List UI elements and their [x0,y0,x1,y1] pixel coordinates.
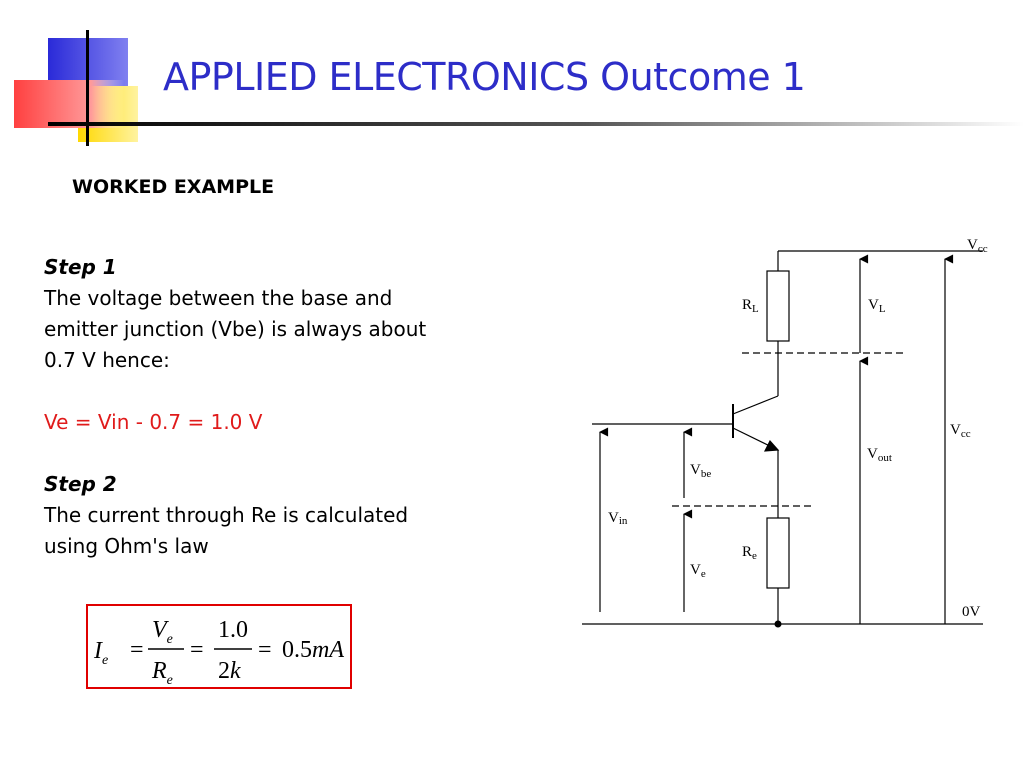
label-vcc-top: $V_{cc}$ [967,237,988,255]
emitter-arrow [765,441,778,451]
label-vin: Vin [608,510,628,527]
label-vbe: $V_{be}$ [690,462,712,480]
eq-result-value: 0.5 [282,637,312,663]
page-title: APPLIED ELECTRONICS Outcome 1 [163,55,806,99]
re-resistor [767,518,789,588]
label-vl: $V_L$ [868,297,886,315]
label-ve: $V_e$ [690,562,706,580]
step1-line: 0.7 V hence: [44,348,170,372]
eq-equals-3: = [258,637,272,663]
eq-equals-2: = [190,637,204,663]
section-heading: WORKED EXAMPLE [72,176,275,198]
label-vout: $V_{out}$ [867,446,892,464]
eq-frac1-num-sub: e [166,632,173,647]
label-re: $R_e$ [742,544,757,562]
eq-frac2-num: 1.0 [218,617,248,643]
eq-equals-1: = [130,637,144,663]
step2-line: using Ohm's law [44,534,209,558]
eq-frac2-den-unit: k [230,658,241,684]
step2-line: The current through Re is calculated [44,503,409,527]
label-vcc-side: $V_{cc}$ [950,422,971,440]
eq-frac1-den: R [152,658,167,684]
transistor-collector [733,396,778,414]
eq-frac1-den-sub: e [166,673,173,687]
eq-lhs: I [94,638,102,664]
label-rl: $R_L$ [742,297,759,315]
eq-result-unit: mA [312,637,344,663]
step1-result: Ve = Vin - 0.7 = 1.0 V [44,410,263,434]
eq-frac1-num: V [152,617,167,643]
ground-junction [775,621,782,628]
label-ground: 0V [962,604,981,620]
step1-line: emitter junction (Vbe) is always about [44,317,427,341]
step2-heading: Step 2 [44,472,117,496]
step1-heading: Step 1 [44,255,117,279]
rl-resistor [767,271,789,341]
step1-line: The voltage between the base and [44,286,393,310]
eq-lhs-sub: e [102,653,109,668]
eq-frac2-den-num: 2 [218,658,230,684]
